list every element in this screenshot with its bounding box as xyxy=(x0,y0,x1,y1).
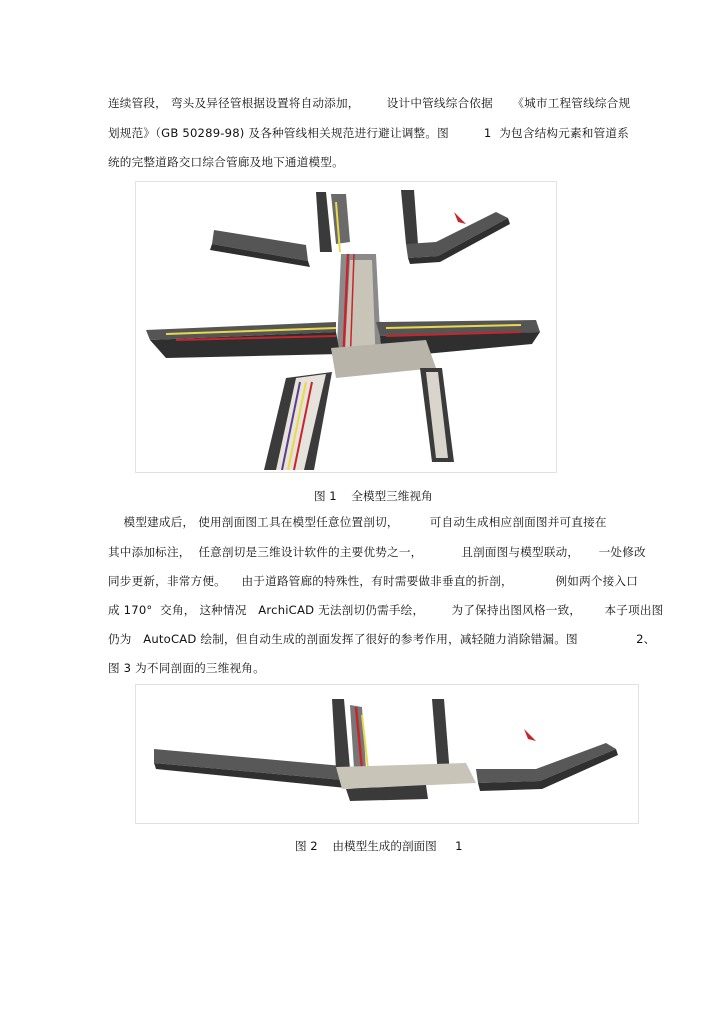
north-arrow-icon xyxy=(454,212,466,224)
text-line: 同步更新，非常方便。 由于道路管廊的特殊性，有时需要做非垂直的折剖， 例如两个接入口 xyxy=(108,574,639,588)
text-line: 连续管段， 弯头及异径管根据设置将自动添加， 设计中管线综合依据 《城市工程管线综合规 xyxy=(108,96,631,110)
text-line: 成 170° 交角， 这种情况 ArchiCAD 无法剖切仍需手绘， 为了保持出图风格一致， 本子项出图 xyxy=(108,603,664,617)
text-line: 模型建成后， 使用剖面图工具在模型任意位置剖切， 可自动生成相应剖面图并可直接在 xyxy=(108,515,607,529)
figure-1-image xyxy=(135,181,557,473)
utility-tunnel-3d-model xyxy=(136,182,556,472)
figure-2-caption: 图 2 由模型生成的剖面图 1 xyxy=(295,839,463,853)
text-line: 其中添加标注， 任意剖切是三维设计软件的主要优势之一， 且剖面图与模型联动， 一处修改 xyxy=(108,545,646,559)
corridor-floor xyxy=(336,763,476,789)
tunnel-wall xyxy=(332,699,350,769)
text-line: 统的完整道路交口综合管廊及地下通道模型。 xyxy=(108,155,344,169)
text-line: 仍为 AutoCAD 绘制，但自动生成的剖面发挥了很好的参考作用，减轻随力消除错漏。图 2、 xyxy=(108,632,656,646)
figure-2-image xyxy=(135,684,639,824)
tunnel-wall xyxy=(331,194,350,244)
tunnel-section-3d-view xyxy=(136,685,638,823)
text-line: 划规范》（GB 50289-98) 及各种管线相关规范进行避让调整。图 1 为包含结构元素和管道系 xyxy=(108,126,629,140)
tunnel-wall xyxy=(401,190,418,244)
north-arrow-icon xyxy=(524,729,536,741)
text-line: 图 3 为不同剖面的三维视角。 xyxy=(108,661,265,675)
tunnel-wall xyxy=(316,192,332,252)
figure-1-caption: 图 1 全模型三维视角 xyxy=(314,489,433,503)
